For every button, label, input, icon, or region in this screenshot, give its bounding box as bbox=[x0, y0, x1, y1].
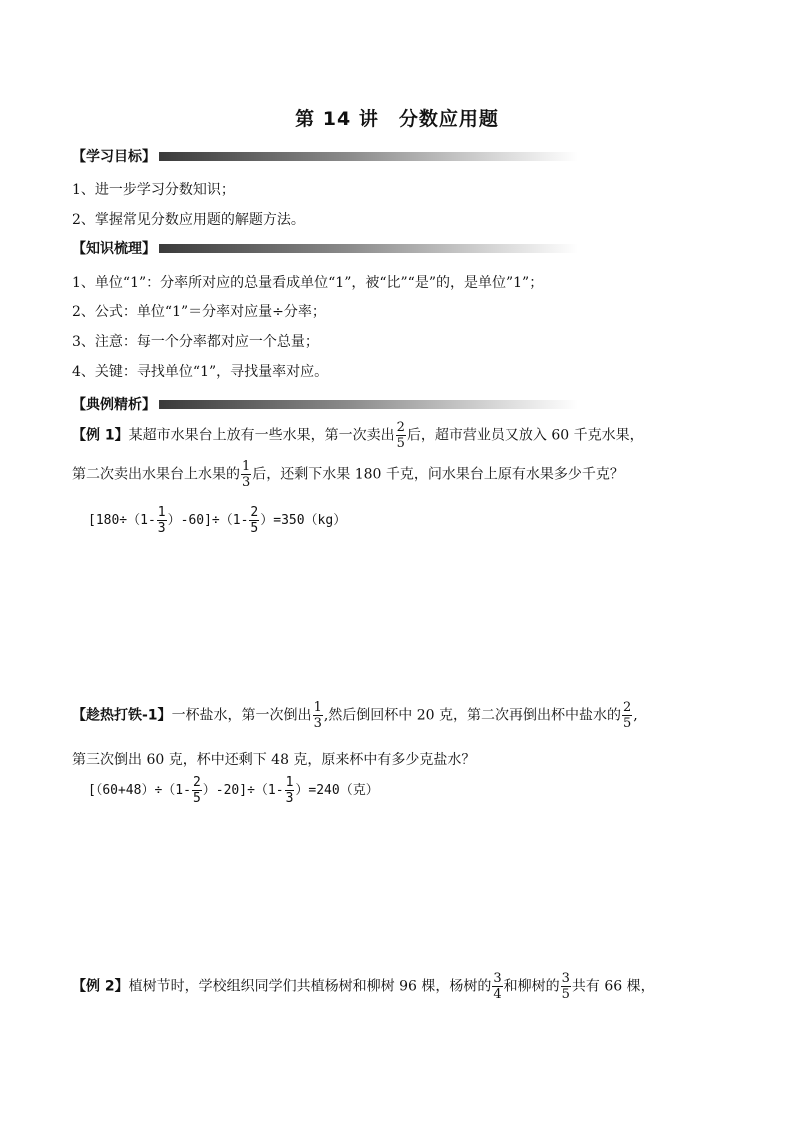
fraction: $\frac{1}{3}$ bbox=[157, 505, 166, 536]
fraction: $\frac{2}{5}$ bbox=[396, 420, 405, 451]
fraction: $\frac{1}{3}$ bbox=[242, 459, 251, 490]
example-tag: 【例 1】 bbox=[72, 427, 129, 444]
example-1-line-1: 【例 1】某超市水果台上放有一些水果，第一次卖出 $\frac{2}{5}$ 后，超市营业员又放入 60 千克水果， bbox=[72, 420, 644, 451]
section-label: 【典例精析】 bbox=[72, 394, 159, 414]
example-1-solution: [180÷（1- $\frac{1}{3}$ ）-60]÷（1- $\frac{2}{5}$ ）=350（kg） bbox=[88, 505, 347, 536]
example-2-line-1: 【例 2】植树节时，学校组织同学们共植杨树和柳树 96 棵，杨树的 $\frac{3}{4}$ 和柳树的 $\frac{3}{5}$ 共有 66 棵， bbox=[72, 971, 655, 1002]
practice-1-solution: [（60+48）÷（1- $\frac{2}{5}$ ）-20]÷（1- $\frac{1}{3}$ ）=240（克） bbox=[88, 775, 379, 806]
practice-1-line-2: 第三次倒出 60 克，杯中还剩下 48 克，原来杯中有多少克盐水？ bbox=[72, 752, 476, 768]
fraction: $\frac{1}{3}$ bbox=[285, 775, 294, 806]
fraction: $\frac{1}{3}$ bbox=[313, 700, 322, 731]
fraction: $\frac{2}{5}$ bbox=[623, 700, 632, 731]
knowledge-item: 3、注意：每一个分率都对应一个总量； bbox=[72, 334, 319, 350]
section-header-examples bbox=[72, 393, 592, 415]
section-gradient-bar bbox=[158, 152, 578, 161]
goal-item: 1、进一步学习分数知识； bbox=[72, 182, 235, 198]
fraction: $\frac{3}{4}$ bbox=[493, 971, 502, 1002]
fraction: $\frac{2}{5}$ bbox=[192, 775, 201, 806]
example-1-line-2: 第二次卖出水果台上水果的 $\frac{1}{3}$ 后，还剩下水果 180 千克，问水果台上原有水果多少千克？ bbox=[72, 459, 624, 490]
fraction: $\frac{3}{5}$ bbox=[561, 971, 570, 1002]
section-label: 【学习目标】 bbox=[72, 146, 159, 166]
practice-1-line-1: 【趁热打铁-1】一杯盐水，第一次倒出 $\frac{1}{3}$ ,然后倒回杯中 20 克，第二次再倒出杯中盐水的 $\frac{2}{5}$ , bbox=[72, 700, 638, 731]
knowledge-item: 1、单位“1”：分率所对应的总量看成单位“1”，被“比”“是”的，是单位”1”； bbox=[72, 275, 544, 291]
section-gradient-bar bbox=[158, 244, 578, 253]
section-header-knowledge bbox=[72, 237, 592, 259]
example-tag: 【趁热打铁-1】 bbox=[72, 707, 172, 724]
example-tag: 【例 2】 bbox=[72, 978, 129, 995]
section-header-goals bbox=[72, 145, 592, 167]
section-gradient-bar bbox=[158, 400, 578, 409]
knowledge-item: 2、公式：单位“1”＝分率对应量÷分率； bbox=[72, 304, 326, 320]
fraction: $\frac{2}{5}$ bbox=[250, 505, 259, 536]
goal-item: 2、掌握常见分数应用题的解题方法。 bbox=[72, 212, 305, 228]
section-label: 【知识梳理】 bbox=[72, 238, 159, 258]
knowledge-item: 4、关键：寻找单位“1”，寻找量率对应。 bbox=[72, 364, 329, 380]
page-title: 第 14 讲 分数应用题 bbox=[295, 108, 499, 130]
